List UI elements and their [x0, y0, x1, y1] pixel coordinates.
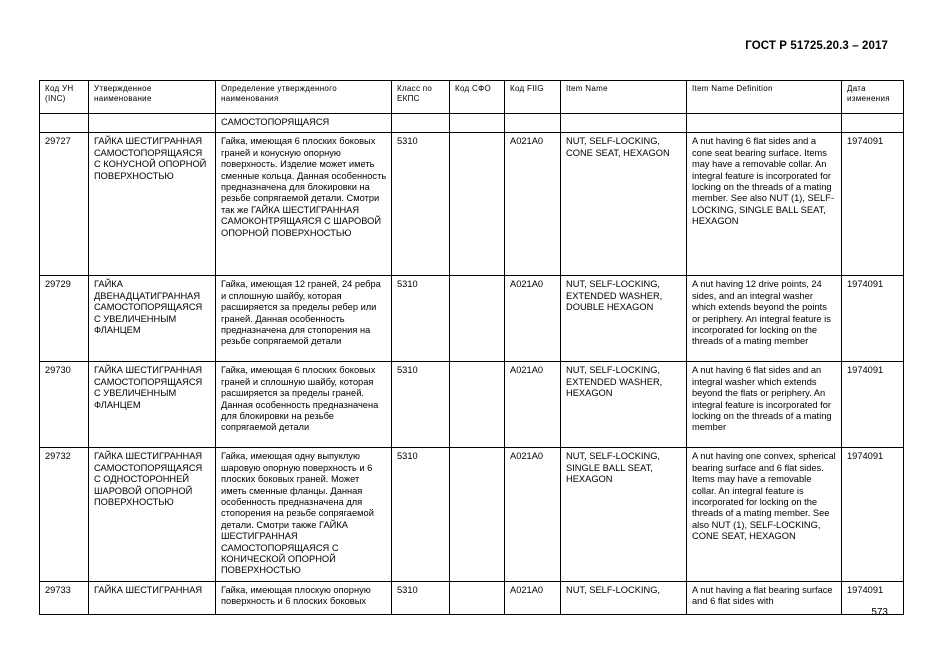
cell-inc: 29729	[40, 276, 89, 362]
cell-inc: 29732	[40, 448, 89, 581]
cell-date: 1974091	[842, 362, 904, 448]
cell-name: ГАЙКА ШЕСТИГРАННАЯ САМОСТОПОРЯЩАЯСЯ С КОНУСНОЙ ОПОРНОЙ ПОВЕРХНОСТЬЮ	[89, 133, 216, 276]
cell-inc: 29730	[40, 362, 89, 448]
cell-item-definition: A nut having a flat bearing surface and 6 flat sides with	[687, 581, 842, 614]
header-inc: Код УН (INC)	[40, 81, 89, 114]
cell-item-name: NUT, SELF-LOCKING, EXTENDED WASHER, HEXAGON	[561, 362, 687, 448]
cell-item-name: NUT, SELF-LOCKING, SINGLE BALL SEAT, HEXAGON	[561, 448, 687, 581]
cell-item-name: NUT, SELF-LOCKING, EXTENDED WASHER, DOUBLE HEXAGON	[561, 276, 687, 362]
cell-name: ГАЙКА ШЕСТИГРАННАЯ САМОСТОПОРЯЩАЯСЯ С УВЕЛИЧЕННЫМ ФЛАНЦЕМ	[89, 362, 216, 448]
table-header-row	[40, 81, 904, 114]
cell-sfo	[450, 362, 505, 448]
cell-ekps: 5310	[392, 362, 450, 448]
table-row	[40, 448, 904, 581]
cell-fiig: A021A0	[505, 362, 561, 448]
header-change-date: Дата изменения	[842, 81, 904, 114]
cell-item-definition: A nut having 12 drive points, 24 sides, and an integral washer which extends beyond the points or periphery. An integral feature is incorporated for locking on the threads of a mating member	[687, 276, 842, 362]
header-name-definition: Определение утвержденного наименования	[216, 81, 392, 114]
cell-definition: Гайка, имеющая одну выпуклую шаровую опорную поверхность и 6 плоских боковых граней. Может иметь сменные фланцы. Данная особенность предназначена для стопорения на резьбе сопрягаемой детали. Смотри также ГАЙКА ШЕСТИГРАННАЯ САМОСТОПОРЯЩАЯСЯ С КОНИЧЕСКОЙ ОПОРНОЙ ПОВЕРХНОСТЬЮ	[216, 448, 392, 581]
cell-ekps: 5310	[392, 581, 450, 614]
table-row-continuation	[40, 114, 904, 133]
table-row	[40, 276, 904, 362]
header-approved-name: Утвержденное наименование	[89, 81, 216, 114]
cell-name: ГАЙКА ШЕСТИГРАННАЯ	[89, 581, 216, 614]
cell-fiig: A021A0	[505, 448, 561, 581]
cell-item-definition: A nut having 6 flat sides and a cone seat bearing surface. Items may have a removable collar. An integral feature is incorporated for locking on the threads of a mating member. See also NUT (1), SELF-LOCKING, SINGLE BALL SEAT, HEXAGON	[687, 133, 842, 276]
header-item-name-definition: Item Name Definition	[687, 81, 842, 114]
cell-name: ГАЙКА ДВЕНАДЦАТИГРАННАЯ САМОСТОПОРЯЩАЯСЯ С УВЕЛИЧЕННЫМ ФЛАНЦЕМ	[89, 276, 216, 362]
cell-definition: Гайка, имеющая 12 граней, 24 ребра и сплошную шайбу, которая расширяется за пределы ребер или граней. Данная особенность предназначена для стопорения на резьбе сопрягаемой детали	[216, 276, 392, 362]
cell-ekps: 5310	[392, 448, 450, 581]
cell-item-name: NUT, SELF-LOCKING, CONE SEAT, HEXAGON	[561, 133, 687, 276]
cell-date: 1974091	[842, 448, 904, 581]
table-row	[40, 362, 904, 448]
cell-ekps: 5310	[392, 276, 450, 362]
cell-definition: Гайка, имеющая плоскую опорную поверхность и 6 плоских боковых	[216, 581, 392, 614]
table-row	[40, 581, 904, 614]
cell-sfo	[450, 276, 505, 362]
cell-item-definition: A nut having one convex, spherical bearing surface and 6 flat sides. Items may have a removable collar. An integral feature is incorporated for locking on the threads of a mating member. See also NUT (1), SELF-LOCKING, CONE SEAT, HEXAGON	[687, 448, 842, 581]
cell-sfo	[450, 581, 505, 614]
cell-definition: Гайка, имеющая 6 плоских боковых граней и сплошную шайбу, которая расширяется за пределы граней. Данная особенность предназначена для блокировки на резьбе сопрягаемой детали	[216, 362, 392, 448]
cell-fiig: A021A0	[505, 276, 561, 362]
cell-ekps: 5310	[392, 133, 450, 276]
cell-definition: Гайка, имеющая 6 плоских боковых граней и конусную опорную поверхность. Изделие может иметь сменные кольца. Данная особенность предназначена для блокировки на резьбе сопрягаемой детали. Смотри так же ГАЙКА ШЕСТИГРАННАЯ САМОКОНТРЯЩАЯСЯ С ШАРОВОЙ ОПОРНОЙ ПОВЕРХНОСТЬЮ	[216, 133, 392, 276]
cell-item-name: NUT, SELF-LOCKING,	[561, 581, 687, 614]
cell-sfo	[450, 448, 505, 581]
header-item-name: Item Name	[561, 81, 687, 114]
cell-date: 1974091	[842, 133, 904, 276]
cell-date: 1974091	[842, 581, 904, 614]
cell-sfo	[450, 133, 505, 276]
header-ekps-class: Класс по ЕКПС	[392, 81, 450, 114]
document-header: ГОСТ Р 51725.20.3 – 2017	[745, 40, 888, 52]
cell-date: 1974091	[842, 276, 904, 362]
cell-definition: САМОСТОПОРЯЩАЯСЯ	[216, 114, 392, 133]
header-sfo-code: Код СФО	[450, 81, 505, 114]
table-row	[40, 133, 904, 276]
cell-item-definition: A nut having 6 flat sides and an integral washer which extends beyond the flats or periphery. An integral feature is incorporated for locking on the threads of a mating member	[687, 362, 842, 448]
cell-fiig: A021A0	[505, 581, 561, 614]
cell-fiig: A021A0	[505, 133, 561, 276]
cell-inc: 29727	[40, 133, 89, 276]
header-fiig-code: Код FIIG	[505, 81, 561, 114]
cell-inc: 29733	[40, 581, 89, 614]
cell-name: ГАЙКА ШЕСТИГРАННАЯ САМОСТОПОРЯЩАЯСЯ С ОДНОСТОРОННЕЙ ШАРОВОЙ ОПОРНОЙ ПОВЕРХНОСТЬЮ	[89, 448, 216, 581]
nomenclature-table	[39, 80, 904, 615]
page-number: 573	[871, 607, 888, 618]
